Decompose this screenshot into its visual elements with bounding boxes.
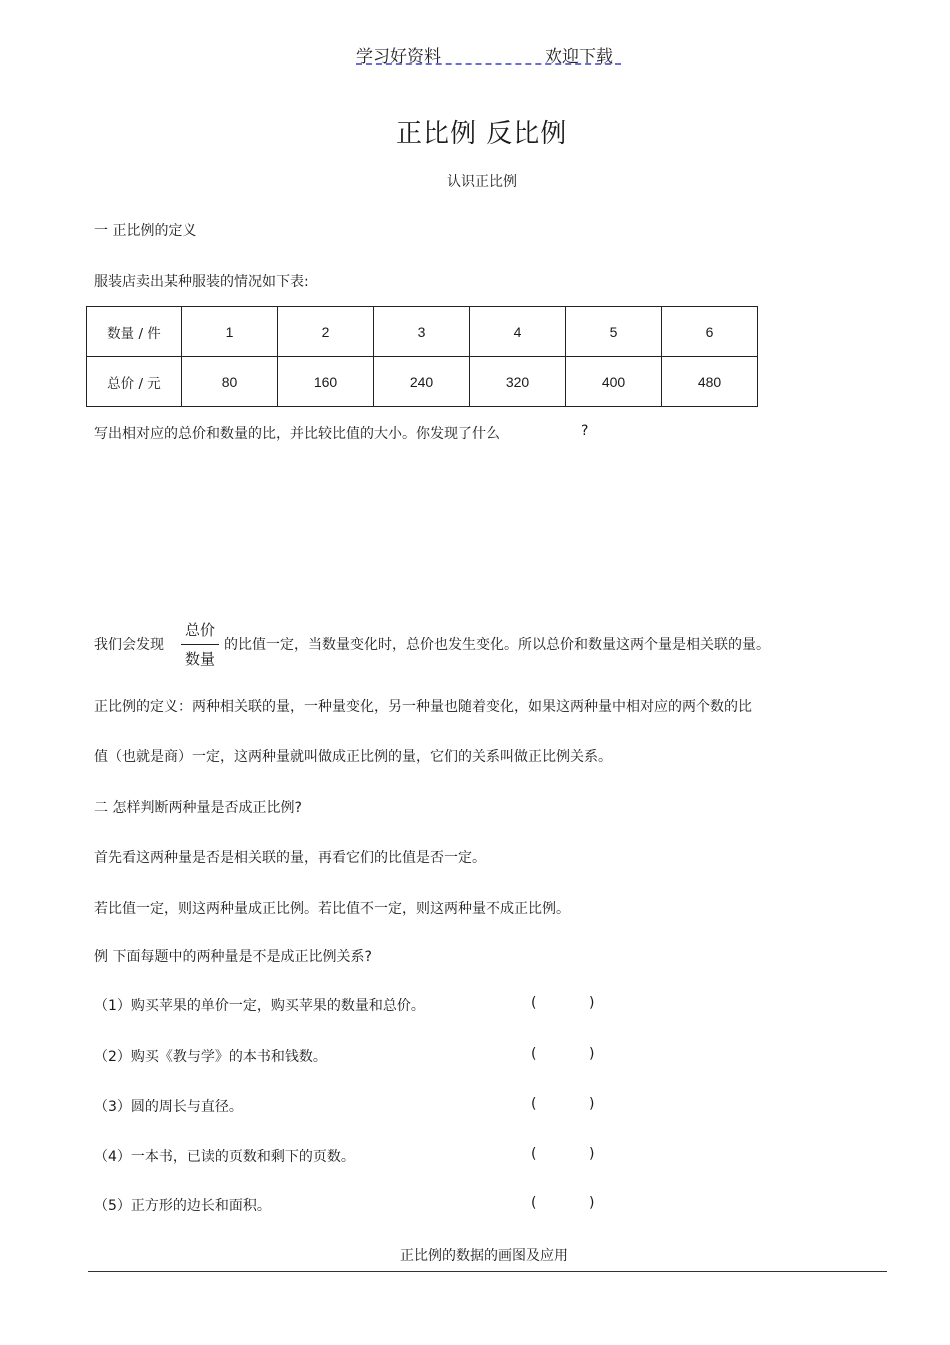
- answer-paren-close: ): [589, 1146, 595, 1162]
- table-cell: 240: [374, 357, 470, 407]
- table-cell: 2: [278, 307, 374, 357]
- answer-paren-open: (: [531, 1195, 537, 1211]
- table-header-cell: 总价 / 元: [87, 357, 182, 407]
- fraction: [181, 619, 219, 669]
- answer-paren-open: (: [531, 995, 537, 1011]
- answer-paren-close: ): [589, 1096, 595, 1112]
- table-cell: 400: [566, 357, 662, 407]
- answer-paren-close: ): [589, 995, 595, 1011]
- bottom-divider: [88, 1271, 887, 1272]
- section2-heading: 二 怎样判断两种量是否成正比例?: [94, 800, 302, 816]
- table-cell: 5: [566, 307, 662, 357]
- list-item: （1）购买苹果的单价一定，购买苹果的数量和总价。: [94, 998, 425, 1014]
- definition-line-1: 正比例的定义：两种相关联的量，一种量变化，另一种量也随着变化，如果这两种量中相对应的两个数的比: [94, 699, 752, 715]
- definition-line-2: 值（也就是商）一定，这两种量就叫做成正比例的量，它们的关系叫做正比例关系。: [94, 749, 612, 765]
- fraction-denominator: 数量: [184, 650, 215, 668]
- answer-paren-open: (: [531, 1146, 537, 1162]
- header-right-text: 欢迎下载: [545, 47, 613, 67]
- question-mark: ?: [581, 423, 589, 439]
- page-title: 正比例 反比例: [396, 119, 568, 149]
- sales-table: [86, 306, 758, 407]
- page-subtitle: 认识正比例: [447, 174, 517, 190]
- question-text: 写出相对应的总价和数量的比，并比较比值的大小。你发现了什么: [94, 426, 500, 442]
- list-item: （2）购买《教与学》的本书和钱数。: [94, 1049, 327, 1065]
- list-item: （3）圆的周长与直径。: [94, 1099, 243, 1115]
- table-row: [87, 307, 758, 357]
- section2-paragraph-1: 首先看这两种量是否是相关联的量，再看它们的比值是否一定。: [94, 850, 486, 866]
- footer-heading: 正比例的数据的画图及应用: [400, 1248, 568, 1264]
- table-cell: 6: [662, 307, 758, 357]
- discover-prefix: 我们会发现: [94, 637, 164, 653]
- answer-paren-close: ): [589, 1195, 595, 1211]
- list-item: （5）正方形的边长和面积。: [94, 1198, 271, 1214]
- header-left-text: 学习好资料: [356, 47, 441, 67]
- fraction-numerator: 总价: [184, 621, 215, 639]
- table-row: [87, 357, 758, 407]
- table-cell: 480: [662, 357, 758, 407]
- table-header-cell: 数量 / 件: [87, 307, 182, 357]
- example-heading: 例 下面每题中的两种量是不是成正比例关系?: [94, 949, 372, 965]
- table-cell: 80: [182, 357, 278, 407]
- table-cell: 1: [182, 307, 278, 357]
- section2-paragraph-2: 若比值一定，则这两种量成正比例。若比值不一定，则这两种量不成正比例。: [94, 901, 570, 917]
- header-divider: [356, 63, 621, 65]
- fraction-bar: [181, 644, 219, 645]
- answer-paren-open: (: [531, 1096, 537, 1112]
- answer-paren-open: (: [531, 1046, 537, 1062]
- answer-paren-close: ): [589, 1046, 595, 1062]
- list-item: （4）一本书，已读的页数和剩下的页数。: [94, 1149, 355, 1165]
- table-cell: 160: [278, 357, 374, 407]
- table-cell: 320: [470, 357, 566, 407]
- section1-intro: 服装店卖出某种服装的情况如下表:: [94, 274, 309, 290]
- table-cell: 4: [470, 307, 566, 357]
- discover-suffix: 的比值一定，当数量变化时，总价也发生变化。所以总价和数量这两个量是相关联的量。: [224, 637, 770, 653]
- section1-heading: 一 正比例的定义: [94, 223, 197, 239]
- table-cell: 3: [374, 307, 470, 357]
